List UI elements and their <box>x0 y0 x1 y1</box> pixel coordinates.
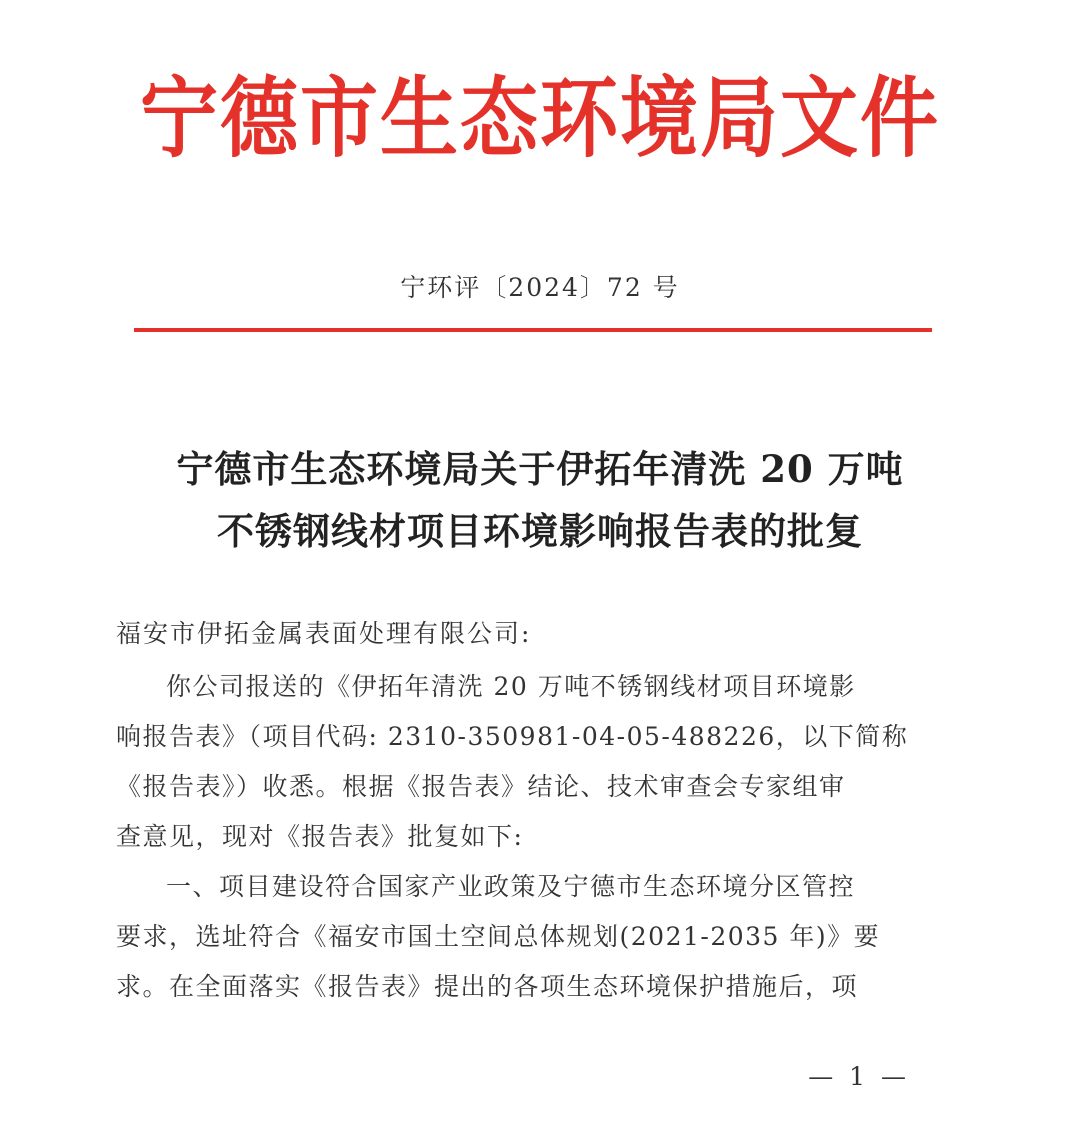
body-line: 求。在全面落实《报告表》提出的各项生态环境保护措施后，项 <box>116 972 859 1001</box>
body-text <box>116 662 916 1012</box>
title-line-2: 不锈钢线材项目环境影响报告表的批复 <box>217 509 863 553</box>
body-line: 《报告表》）收悉。根据《报告表》结论、技术审查会专家组审 <box>116 772 846 801</box>
document-number: 宁环评〔2024〕72 号 <box>400 273 680 302</box>
body-line: 一、项目建设符合国家产业政策及宁德市生态环境分区管控 <box>166 872 856 901</box>
body-line: 响报告表》（项目代码: 2310-350981-04-05-488226，以下简称 <box>116 722 909 751</box>
body-line: 查意见，现对《报告表》批复如下: <box>116 822 524 851</box>
body-line: 你公司报送的《伊拓年清洗 20 万吨不锈钢线材项目环境影 <box>166 672 856 701</box>
title-line-1: 宁德市生态环境局关于伊拓年清洗 20 万吨 <box>176 447 904 491</box>
red-divider-line <box>134 328 932 332</box>
masthead-title: 宁德市生态环境局文件 <box>139 69 940 170</box>
page-number: — 1 — <box>808 1062 910 1091</box>
addressee: 福安市伊拓金属表面处理有限公司: <box>116 619 532 648</box>
document-title <box>0 438 1080 562</box>
body-line: 要求，选址符合《福安市国土空间总体规划(2021-2035 年)》要 <box>116 922 881 951</box>
